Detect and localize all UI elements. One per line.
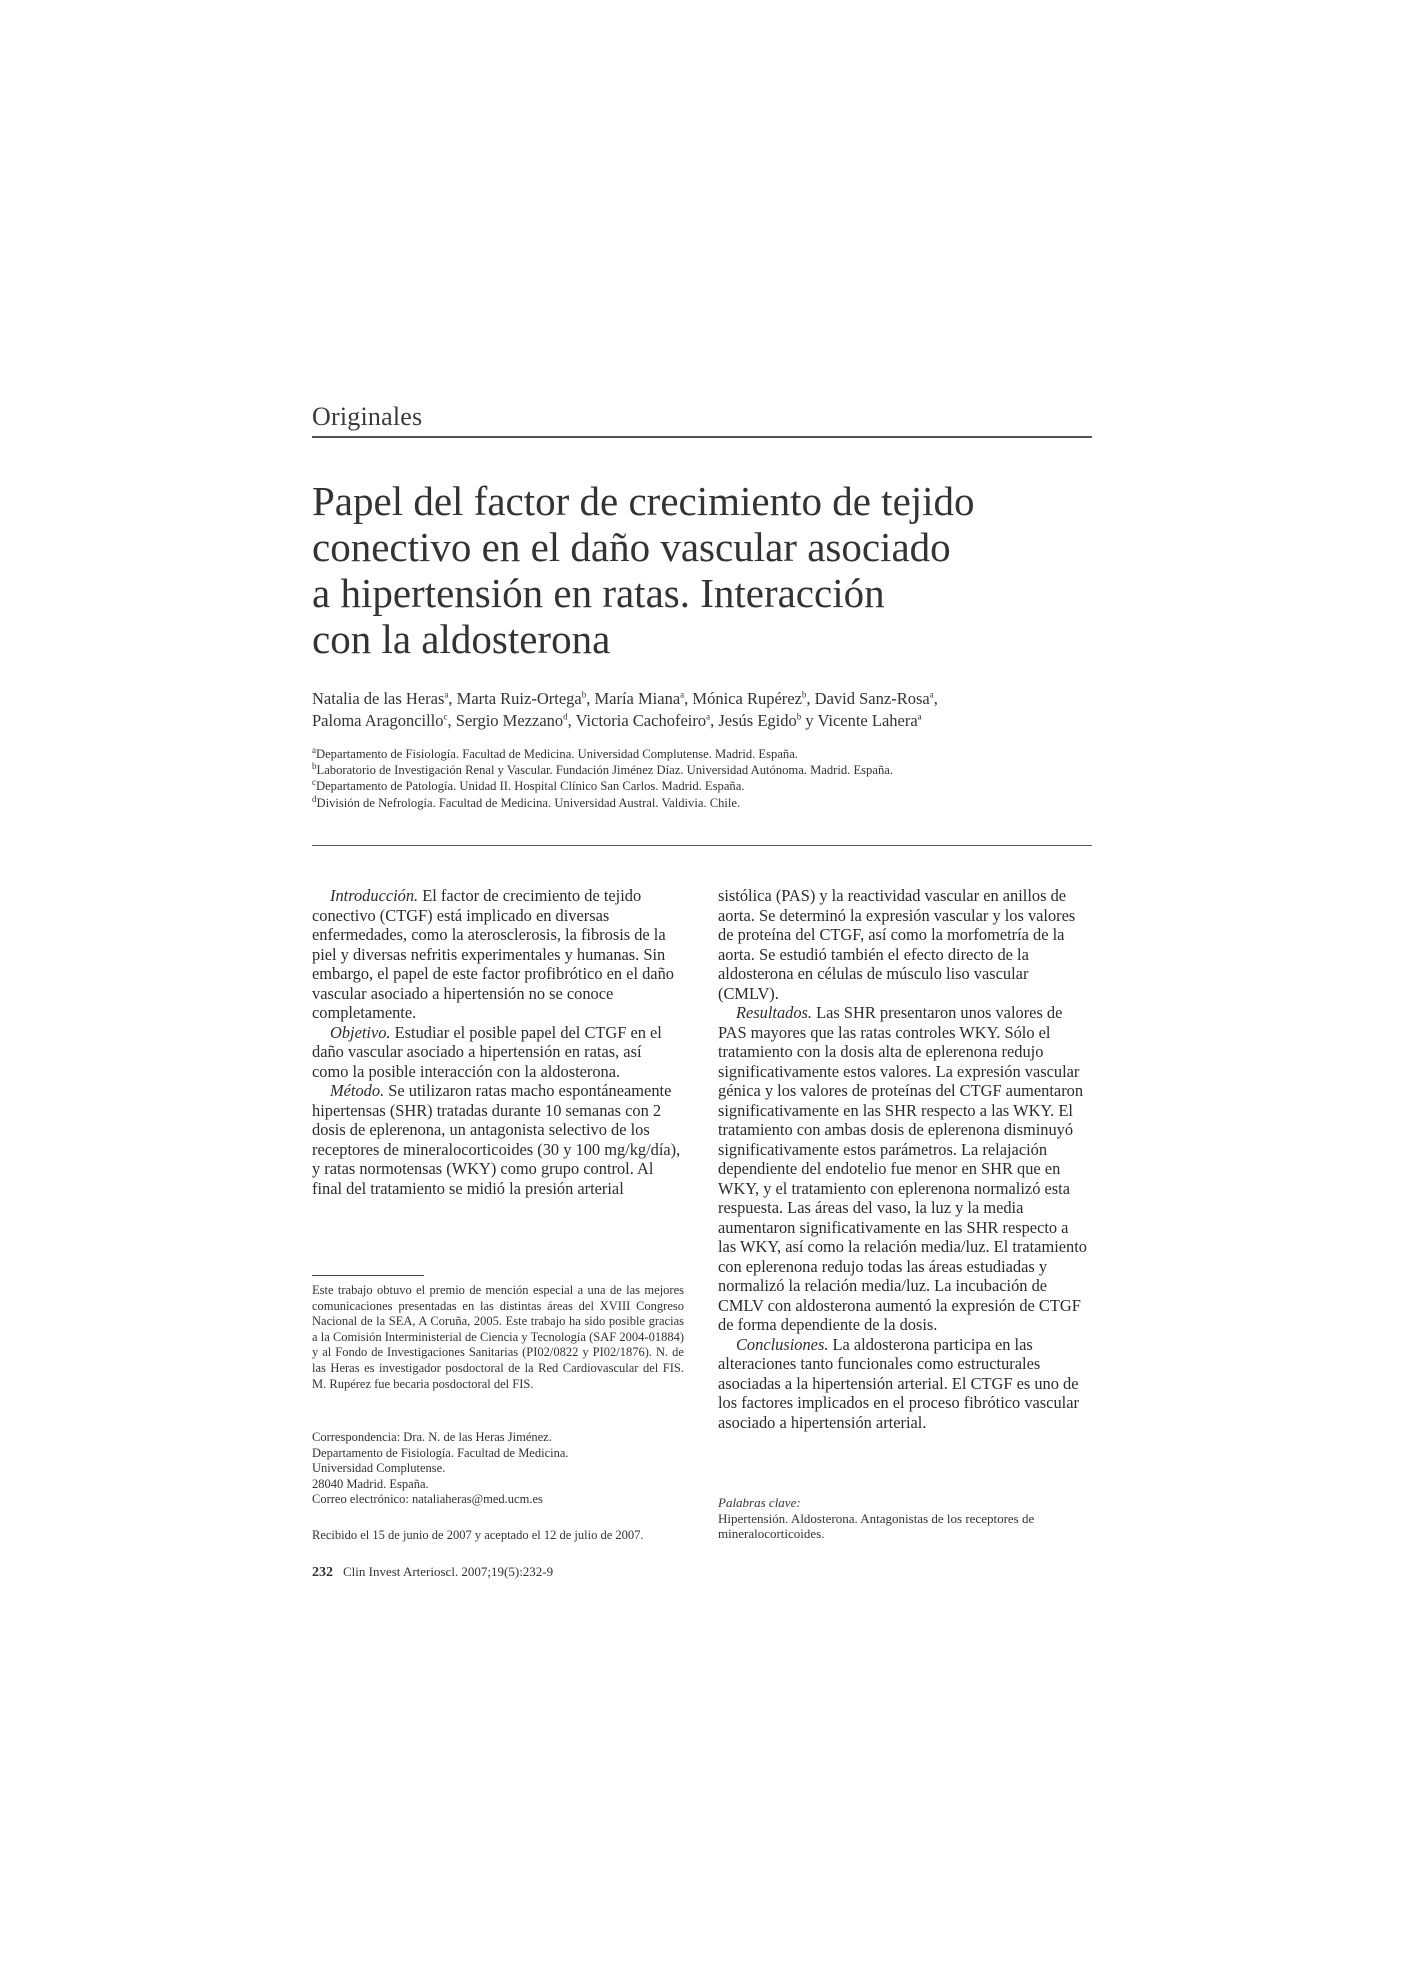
author-name: Marta Ruiz-Ortega: [456, 689, 582, 708]
journal-citation: Clin Invest Arterioscl. 2007;19(5):232-9: [343, 1564, 554, 1579]
received-dates: Recibido el 15 de junio de 2007 y aceptado el 12 de julio de 2007.: [312, 1528, 644, 1542]
affiliation-text: Departamento de Fisiología. Facultad de Medicina. Universidad Complutense. Madrid. España.: [316, 747, 798, 761]
abstract-paragraph: [312, 886, 682, 1023]
author-affiliation-mark: c: [443, 711, 448, 722]
correspondence-block: [312, 1430, 684, 1508]
abstract-heading: Objetivo.: [330, 1022, 391, 1042]
abstract-paragraph: [718, 1335, 1090, 1433]
keywords-label: Palabras clave:: [718, 1495, 801, 1510]
page-number: 232: [312, 1565, 333, 1580]
abstract-text: La aldosterona participa en las alteraciones tanto funcionales como estructurales asociadas a la hipertensión arterial. El CTGF es uno de los factores implicados en el proceso fibrótico vascular asociado a hipertensión arterial.: [718, 1334, 1079, 1432]
correspondence-line: Departamento de Fisiología. Facultad de Medicina.: [312, 1445, 569, 1460]
abstract-text: sistólica (PAS) y la reactividad vascular en anillos de aorta. Se determinó la expresión vascular y los valores de proteína del CTGF, así como la morfometría de la aorta. Se estudió también el efecto directo de la aldosterona en células de músculo liso vascular (CMLV).: [718, 886, 1076, 1003]
author-affiliation-mark: a: [917, 711, 922, 722]
abstract-paragraph: [718, 1003, 1090, 1335]
author-name: Jesús Egido: [718, 711, 797, 730]
affiliation-text: División de Nefrología. Facultad de Medicina. Universidad Austral. Valdivia. Chile.: [316, 795, 741, 810]
author-name: Natalia de las Heras: [312, 689, 445, 708]
affiliation-mark: c: [312, 777, 316, 788]
title-line: Papel del factor de crecimiento de tejido: [312, 478, 975, 524]
affiliation-mark: b: [312, 761, 317, 772]
abstract-heading: Método.: [330, 1081, 385, 1100]
author-affiliation-mark: d: [563, 711, 568, 722]
abstract-right-column: [718, 886, 1090, 1432]
author-name: David Sanz-Rosa: [814, 689, 930, 708]
abstract-heading: Conclusiones.: [736, 1334, 829, 1354]
author-name: Paloma Aragoncillo: [312, 711, 444, 730]
abstract-paragraph: [718, 886, 1090, 1003]
abstract-heading: Introducción.: [330, 886, 419, 905]
abstract-text: El factor de crecimiento de tejido conectivo (CTGF) está implicado en diversas enfermedades, como la aterosclerosis, la fibrosis de la piel y diversas nefritis experimentales y humanas. Sin embargo, el papel de este factor profibrótico en el daño vascular asociado a hipertensión no se conoce completamente.: [312, 886, 674, 1022]
abstract-text: Las SHR presentaron unos valores de PAS mayores que las ratas controles WKY. Sólo el tratamiento con la dosis alta de eplerenona redujo significativamente estos valores. La expresión vascular génica y los valores de proteínas del CTGF aumentaron significativamente en las SHR respecto a las WKY. El tratamiento con ambas dosis de eplerenona disminuyó significativamente estos parámetros. La relajación dependiente del endotelio fue menor en SHR que en WKY, y el tratamiento con eplerenona normalizó esta respuesta. Las áreas del vaso, la luz y la media aumentaron significativamente en las SHR respecto a las WKY, así como la relación media/luz. El tratamiento con eplerenona redujo todas las áreas estudiadas y normalizó la relación media/luz. La incubación de CMLV con aldosterona aumentó la expresión de CTGF de forma dependiente de la dosis.: [718, 1003, 1087, 1334]
abstract-paragraph: [312, 1081, 682, 1198]
keywords-block: [718, 1495, 1090, 1542]
author-affiliation-mark: a: [444, 689, 449, 700]
correspondence-line: Correspondencia: Dra. N. de las Heras Jiménez.: [312, 1430, 552, 1444]
author-affiliation-mark: b: [801, 689, 807, 700]
abstract-text: Estudiar el posible papel del CTGF en el daño vascular asociado a hipertensión en ratas, así como la posible interacción con la aldosterona.: [312, 1022, 662, 1081]
affiliation-text: Laboratorio de Investigación Renal y Vascular. Fundación Jiménez Díaz. Universidad Autónoma. Madrid. España.: [316, 763, 893, 778]
title-line: con la aldosterona: [312, 616, 611, 662]
affiliation-line: [312, 746, 1112, 762]
section-label: Originales: [312, 402, 423, 431]
author-name: Sergio Mezzano: [455, 711, 564, 730]
author-affiliation-mark: b: [796, 711, 802, 722]
correspondence-line: 28040 Madrid. España.: [312, 1476, 429, 1491]
correspondence-line: Universidad Complutense.: [312, 1461, 446, 1476]
author-affiliation-mark: a: [929, 689, 934, 700]
funding-footnote: Este trabajo obtuvo el premio de mención especial a una de las mejores comunicaciones presentadas en las distintas áreas del XVIII Congreso Nacional de la SEA, A Coruña, 2005. Este trabajo ha sido posible gracias a la Comisión Interministerial de Ciencia y Tecnología (SAF 2004-01884) y al Fondo de Investigaciones Sanitarias (PI02/0822 y PI02/1876). N. de las Heras es investigador posdoctoral de la Red Cardiovascular del FIS. M. Rupérez fue becaria posdoctoral del FIS.: [312, 1283, 684, 1391]
affiliation-mark: a: [312, 744, 316, 755]
author-affiliation-mark: a: [680, 689, 685, 700]
affiliation-line: [312, 795, 1112, 811]
abstract-heading: Resultados.: [736, 1003, 813, 1022]
author-list: Natalia de las Heras$^a$, Marta Ruiz-Ortega$^b$, María Miana$^a$, Mónica Rupérez$^b$, David Sanz-Rosa$^a$, Paloma Aragoncillo$^c$, Sergio Mezzano$^d$, Victoria Cachofeiro$^a$, Jesús Egido$^b$ y Vicente Lahera$^a$: [312, 689, 938, 730]
page-footer: [312, 1564, 553, 1581]
author-name: Mónica Rupérez: [692, 689, 802, 708]
abstract-paragraph: [312, 1023, 682, 1082]
author-affiliation-mark: b: [581, 689, 587, 700]
correspondence-line: Correo electrónico: nataliaheras@med.ucm.es: [312, 1492, 543, 1507]
affiliation-text: Departamento de Patología. Unidad II. Hospital Clínico San Carlos. Madrid. España.: [316, 779, 745, 794]
author-affiliation-mark: a: [706, 711, 711, 722]
top-rule: [312, 436, 1092, 438]
author-name: Vicente Lahera: [817, 711, 918, 730]
footnote-rule: [312, 1275, 424, 1276]
article-title: [312, 478, 1032, 662]
author-name: Victoria Cachofeiro: [575, 711, 707, 730]
affiliation-list: [312, 746, 1112, 811]
affiliation-line: [312, 762, 1112, 778]
author-name: María Miana: [594, 689, 681, 708]
title-line: a hipertensión en ratas. Interacción: [312, 570, 885, 616]
section-rule: [312, 845, 1092, 846]
keywords-text: Hipertensión. Aldosterona. Antagonistas de los receptores de mineralocorticoides.: [718, 1510, 1035, 1542]
title-line: conectivo en el daño vascular asociado: [312, 524, 951, 570]
affiliation-line: [312, 778, 1112, 794]
abstract-text: Se utilizaron ratas macho espontáneamente hipertensas (SHR) tratadas durante 10 semanas con 2 dosis de eplerenona, un antagonista selectivo de los receptores de mineralocorticoides (30 y 100 mg/kg/día), y ratas normotensas (WKY) como grupo control. Al final del tratamiento se midió la presión arterial: [312, 1081, 681, 1198]
abstract-left-column: [312, 886, 682, 1198]
affiliation-mark: d: [312, 793, 317, 804]
